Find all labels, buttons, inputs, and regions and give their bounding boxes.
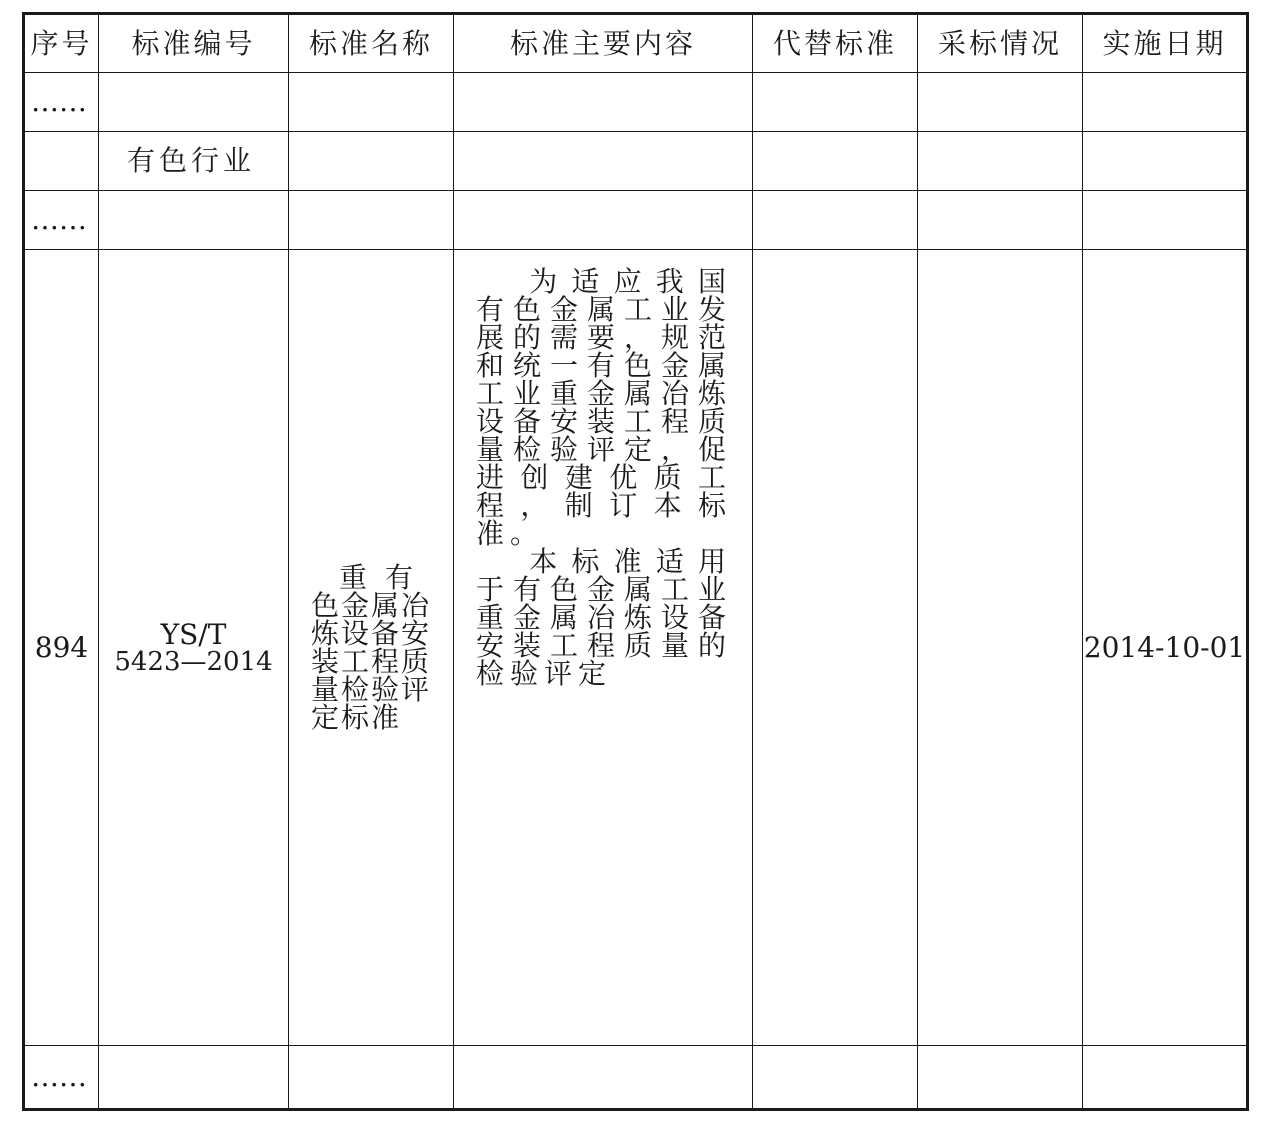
empty-cell: [454, 191, 753, 250]
table-row: [24, 191, 1248, 250]
name-line: 炼设备安: [311, 616, 432, 650]
empty-cell: [289, 1046, 454, 1110]
empty-cell: [1083, 191, 1248, 250]
empty-cell: [1083, 73, 1248, 132]
empty-cell: [289, 73, 454, 132]
code-cell: [99, 250, 289, 1046]
standards-table: [22, 12, 1249, 1111]
name-line: 装工程质: [311, 644, 432, 678]
content-cell: [454, 250, 753, 1046]
name-line: 定标准: [311, 700, 402, 734]
empty-cell: [753, 191, 918, 250]
ellipsis-cell: ……: [24, 1046, 99, 1110]
empty-cell: [918, 191, 1083, 250]
empty-cell: [99, 73, 289, 132]
header-seq: 序号: [24, 14, 99, 73]
code-prefix: YS/T: [160, 617, 227, 651]
empty-cell: [24, 132, 99, 191]
ellipsis-cell: ……: [24, 73, 99, 132]
empty-cell: [1083, 132, 1248, 191]
header-replaced: 代替标准: [753, 14, 918, 73]
empty-cell: [753, 73, 918, 132]
empty-cell: [918, 132, 1083, 191]
code-number: 5423—2014: [114, 646, 273, 677]
name-line: 重有: [338, 560, 431, 594]
industry-label: 有色行业: [99, 132, 289, 191]
empty-cell: [918, 1046, 1083, 1110]
ellipsis-cell: ……: [24, 191, 99, 250]
date-cell: 2014-10-01: [1083, 250, 1248, 1046]
table-row: [24, 73, 1248, 132]
replaced-cell: [753, 250, 918, 1046]
table-row: [24, 250, 1248, 1046]
table-row: [24, 1046, 1248, 1110]
empty-cell: [99, 1046, 289, 1110]
empty-cell: [1083, 1046, 1248, 1110]
empty-cell: [289, 132, 454, 191]
adoption-cell: [918, 250, 1083, 1046]
seq-cell: 894: [24, 250, 99, 1046]
empty-cell: [454, 1046, 753, 1110]
empty-cell: [918, 73, 1083, 132]
empty-cell: [289, 191, 454, 250]
empty-cell: [454, 73, 753, 132]
empty-cell: [753, 132, 918, 191]
name-line: 色金属冶: [311, 588, 432, 622]
header-adoption: 采标情况: [918, 14, 1083, 73]
table-header-row: [24, 14, 1248, 73]
header-content: 标准主要内容: [454, 14, 753, 73]
content-paragraph-1: 为适应我国有色金属工业发展的需要，规范和统一有色金属工业重金属冶炼设备安装工程质量检验评定，促进创建优质工程，制订本标准。: [476, 265, 732, 550]
header-code: 标准编号: [99, 14, 289, 73]
table-row: [24, 132, 1248, 191]
name-cell: [289, 250, 454, 1046]
name-line: 量检验评: [311, 672, 432, 706]
empty-cell: [454, 132, 753, 191]
empty-cell: [753, 1046, 918, 1110]
header-date: 实施日期: [1083, 14, 1248, 73]
empty-cell: [99, 191, 289, 250]
content-paragraph-2: 本标准适用于有色金属工业重金属冶炼设备安装工程质量的检验评定: [476, 545, 732, 690]
header-name: 标准名称: [289, 14, 454, 73]
